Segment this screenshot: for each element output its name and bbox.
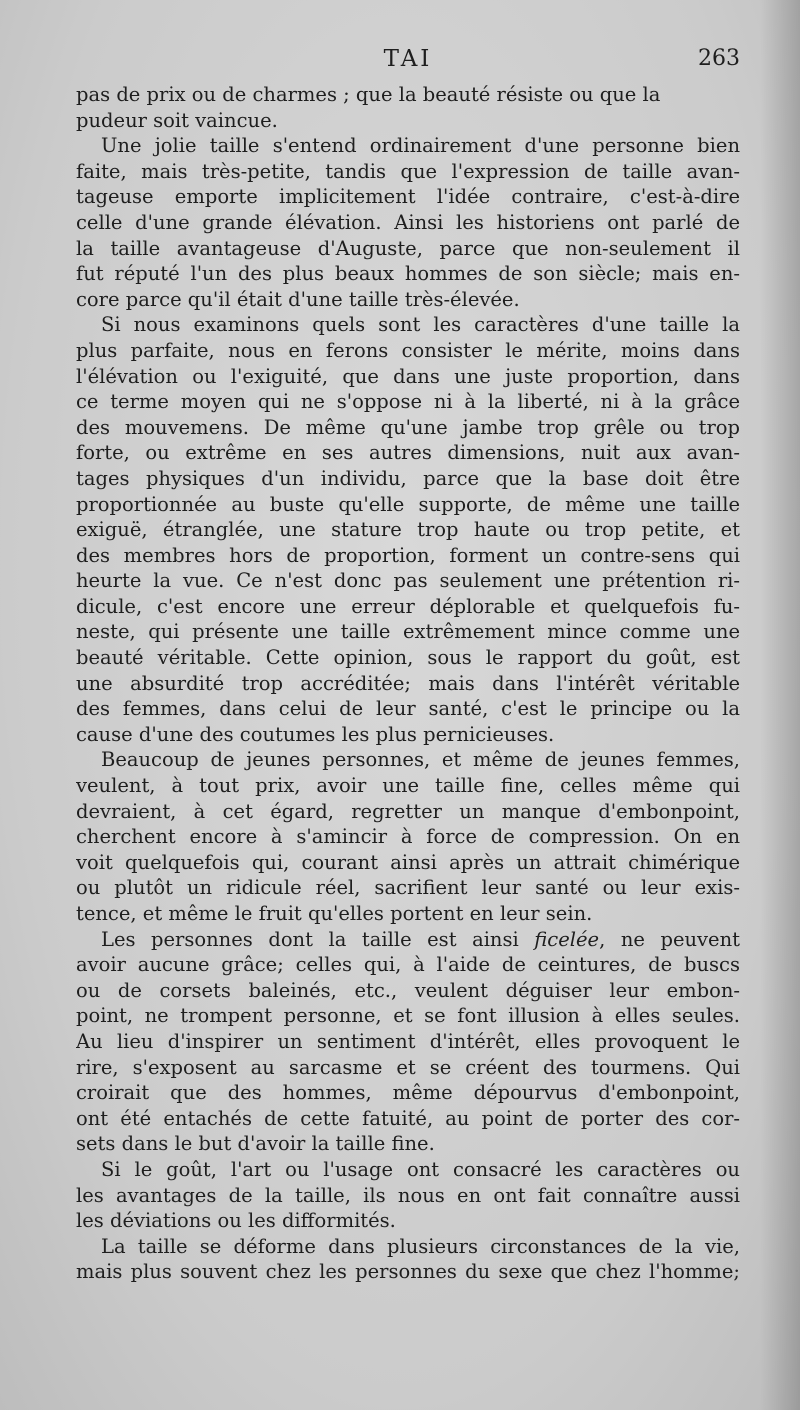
text-line: voit quelquefois qui, courant ainsi après un attrait chimérique xyxy=(76,850,740,874)
text-line: fut réputé l'un des plus beaux hommes de son siècle; mais en- xyxy=(76,262,740,286)
text-line: les avantages de la taille, ils nous en ont fait connaître aussi xyxy=(76,1183,740,1207)
line-text-after: , ne peuvent xyxy=(599,927,740,951)
page-edge-shadow xyxy=(760,0,800,1410)
text-line xyxy=(76,927,740,953)
text-line: cherchent encore à s'amincir à force de compression. On en xyxy=(76,825,740,849)
text-line: ou de corsets baleinés, etc., veulent déguiser leur embon- xyxy=(76,978,740,1002)
page-header xyxy=(76,46,740,76)
text-line: la taille avantageuse d'Auguste, parce que non-seulement il xyxy=(76,236,740,260)
text-line: tages physiques d'un individu, parce que la base doit être xyxy=(76,466,740,490)
text-line: tageuse emporte implicitement l'idée contraire, c'est-à-dire xyxy=(76,185,740,209)
text-line: La taille se déforme dans plusieurs circonstances de la vie, xyxy=(101,1234,740,1258)
text-line: Une jolie taille s'entend ordinairement d'une personne bien xyxy=(101,134,740,158)
text-line: exiguë, étranglée, une stature trop haute ou trop petite, et xyxy=(76,518,740,542)
text-line: tence, et même le fruit qu'elles portent en leur sein. xyxy=(76,902,593,925)
text-line: Au lieu d'inspirer un sentiment d'intérêt, elles provoquent le xyxy=(76,1029,740,1053)
text-line: Si nous examinons quels sont les caractères d'une taille la xyxy=(101,313,740,337)
text-line: beauté véritable. Cette opinion, sous le rapport du goût, est xyxy=(76,646,740,670)
text-line: sets dans le but d'avoir la taille fine. xyxy=(76,1132,435,1156)
text-line: l'élévation ou l'exiguité, que dans une juste proportion, dans xyxy=(76,364,740,388)
text-line: des membres hors de proportion, forment un contre-sens qui xyxy=(76,543,740,567)
text-line: celle d'une grande élévation. Ainsi les historiens ont parlé de xyxy=(76,210,740,234)
text-line: des femmes, dans celui de leur santé, c'est le principe ou la xyxy=(76,697,740,721)
body-text xyxy=(76,82,740,1285)
text-line: faite, mais très-petite, tandis que l'expression de taille avan- xyxy=(76,159,740,183)
text-line: dicule, c'est encore une erreur déplorable et quelquefois fu- xyxy=(76,594,740,618)
running-head: TAI xyxy=(383,46,433,72)
text-line: ce terme moyen qui ne s'oppose ni à la liberté, ni à la grâce xyxy=(76,390,740,414)
page-number: 263 xyxy=(698,46,740,71)
text-line: pudeur soit vaincue. xyxy=(76,108,278,132)
text-line: forte, ou extrême en ses autres dimensions, nuit aux avan- xyxy=(76,441,740,465)
italic-word: ficelée xyxy=(534,927,600,951)
text-line: devraient, à cet égard, regretter un manque d'embonpoint, xyxy=(76,799,740,823)
text-line: heurte la vue. Ce n'est donc pas seulement une prétention ri- xyxy=(76,569,740,593)
text-line: pas de prix ou de charmes ; que la beauté résiste ou que la xyxy=(76,83,661,106)
text-line: avoir aucune grâce; celles qui, à l'aide de ceintures, de buscs xyxy=(76,953,740,977)
text-line: core parce qu'il était d'une taille très-élevée. xyxy=(76,287,520,311)
text-line: Beaucoup de jeunes personnes, et même de jeunes femmes, xyxy=(101,748,740,772)
text-line: ou plutôt un ridicule réel, sacrifient leur santé ou leur exis- xyxy=(76,876,740,900)
text-line: mais plus souvent chez les personnes du sexe que chez l'homme; xyxy=(76,1260,740,1284)
text-line: une absurdité trop accréditée; mais dans l'intérêt véritable xyxy=(76,671,740,695)
text-line: veulent, à tout prix, avoir une taille fine, celles même qui xyxy=(76,774,740,798)
text-line: point, ne trompent personne, et se font illusion à elles seules. xyxy=(76,1004,740,1028)
text-line: Si le goût, l'art ou l'usage ont consacré les caractères ou xyxy=(101,1157,740,1181)
line-text-before: Les personnes dont la taille est ainsi xyxy=(101,927,535,951)
text-line: neste, qui présente une taille extrêmement mince comme une xyxy=(76,620,740,644)
text-line: cause d'une des coutumes les plus pernicieuses. xyxy=(76,722,555,746)
text-line: des mouvemens. De même qu'une jambe trop grêle ou trop xyxy=(76,415,740,439)
text-line: plus parfaite, nous en ferons consister le mérite, moins dans xyxy=(76,338,740,362)
text-line: ont été entachés de cette fatuité, au point de porter des cor- xyxy=(76,1106,740,1130)
text-line: croirait que des hommes, même dépourvus d'embonpoint, xyxy=(76,1081,740,1105)
text-line: rire, s'exposent au sarcasme et se créent des tourmens. Qui xyxy=(76,1055,740,1079)
text-line: les déviations ou les difformités. xyxy=(76,1209,396,1233)
text-line: proportionnée au buste qu'elle supporte, de même une taille xyxy=(76,492,740,516)
